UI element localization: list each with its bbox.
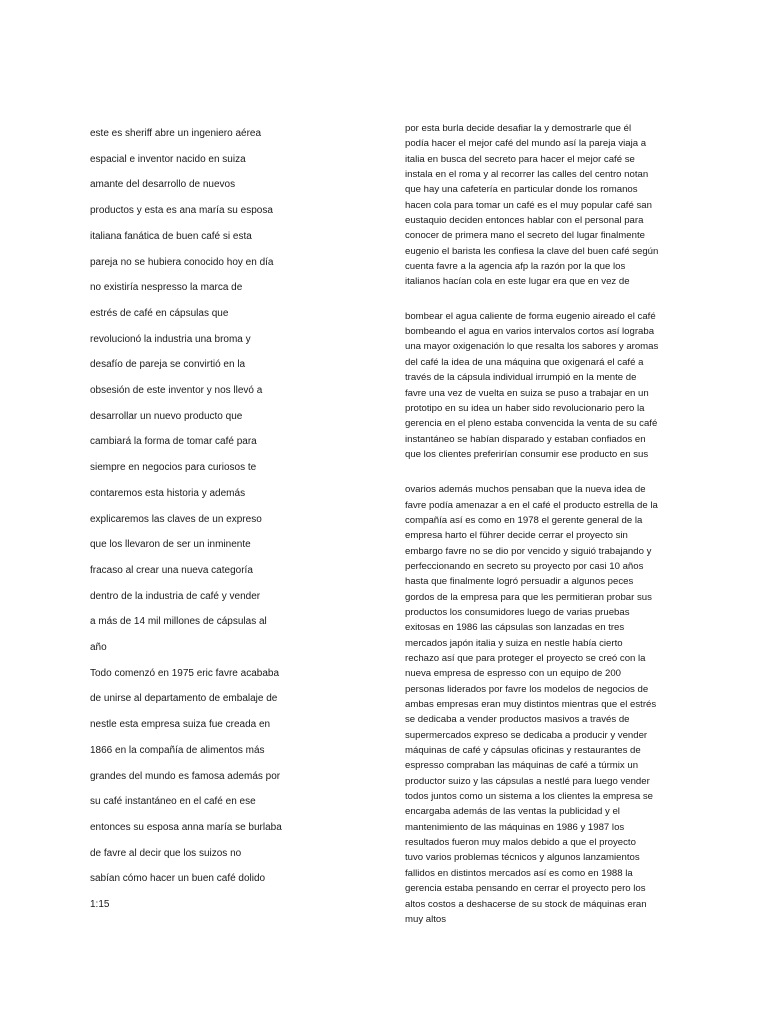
text-line: tuvo varios problemas técnicos y algunos lanzamientos: [405, 852, 640, 864]
text-line: desafío de pareja se convirtió en la: [90, 359, 246, 371]
text-line: gordos de la empresa para que les permitieran probar sus: [405, 591, 652, 603]
text-line: se dedicaba a vender productos masivos a través de: [405, 714, 630, 726]
text-line: altos costos a deshacerse de su stock de máquinas eran: [405, 898, 647, 910]
text-line: siempre en negocios para curiosos te: [90, 462, 257, 474]
paragraph-1: [405, 121, 690, 290]
text-line: a más de 14 mil millones de cápsulas al: [90, 616, 267, 628]
text-line: instala en el roma y al recorrer las calles del centro notan: [405, 169, 649, 181]
text-line: máquinas de café y cápsulas oficinas y restaurantes de: [405, 745, 641, 757]
text-line: una mayor oxigenación lo que resalta los sabores y aromas: [405, 341, 659, 353]
text-line: resultados fueron muy malos debido a que el proyecto: [405, 837, 636, 849]
text-line: muy altos: [405, 913, 447, 925]
text-line: estrés de café en cápsulas que: [90, 307, 229, 319]
text-line: compañía así es como en 1978 el gerente general de la: [405, 514, 643, 526]
text-line: grandes del mundo es famosa además por: [90, 770, 281, 782]
text-line: mantenimiento de las máquinas en 1986 y 1987 los: [405, 821, 625, 833]
text-line: empresa harto el führer decide cerrar el proyecto sin: [405, 530, 628, 542]
text-line: productos los consumidores luego de varias pruebas: [405, 606, 630, 618]
text-line: conocer de primera mano el secreto del lugar finalmente: [405, 230, 645, 242]
text-line: todos juntos como un sistema a los clientes la empresa se: [405, 791, 653, 803]
text-line: amante del desarrollo de nuevos: [90, 179, 236, 191]
text-line: favre una vez de vuelta en suiza se puso a trabajar en un: [405, 387, 649, 399]
text-line: italianos hacían cola en este lugar era que en vez de: [405, 276, 630, 288]
text-line: bombeando el agua en varios intervalos cortos así lograba: [405, 326, 655, 338]
text-line: italiana fanática de buen café si esta: [90, 230, 252, 242]
text-line: nestle esta empresa suiza fue creada en: [90, 719, 271, 731]
text-line: productos y esta es ana maría su esposa: [90, 205, 273, 217]
text-line: espresso compraban las máquinas de café a túrmix un: [405, 760, 639, 772]
text-line: través de la cápsula individual irrumpió en la mente de: [405, 372, 637, 384]
text-line: eugenio el barista les confiesa la clave del buen café según: [405, 245, 659, 257]
text-line: ovarios además muchos pensaban que la nueva idea de: [405, 484, 646, 496]
text-line: perfeccionando en secreto su proyecto por casi 10 años: [405, 560, 644, 572]
text-line: fracaso al crear una nueva categoría: [90, 564, 253, 576]
text-line: hasta que finalmente logró persuadir a algunos peces: [405, 576, 634, 588]
text-line: su café instantáneo en el café en ese: [90, 796, 256, 808]
text-line: gerencia estaba pensando en cerrar el proyecto pero los: [405, 883, 646, 895]
right-column: [405, 121, 690, 927]
text-line: podía hacer el mejor café del mundo así la pareja viaja a: [405, 138, 647, 150]
text-line: instantáneo se habían disparado y estaban confiados en: [405, 433, 646, 445]
text-line: bombear el agua caliente de forma eugenio aireado el café: [405, 310, 656, 322]
text-line: nueva empresa de espresso con un equipo de 200: [405, 668, 622, 680]
text-line: dentro de la industria de café y vender: [90, 590, 261, 602]
text-line: fallidos en distintos mercados así es como en 1988 la: [405, 867, 633, 879]
text-line: por esta burla decide desafiar la y demostrarle que él: [405, 123, 632, 134]
text-line: explicaremos las claves de un expreso: [90, 513, 262, 525]
text-line: desarrollar un nuevo producto que: [90, 410, 243, 422]
text-line: del café la idea de una máquina que oxigenará el café a: [405, 356, 644, 368]
text-line: no existiría nespresso la marca de: [90, 282, 243, 294]
text-line: prototipo en su idea un haber sido revolucionario pero la: [405, 402, 645, 414]
text-line: cuenta favre a la agencia afp la razón por la que los: [405, 261, 626, 273]
text-line: obsesión de este inventor y nos llevó a: [90, 385, 263, 397]
text-line: eustaquio deciden entonces hablar con el personal para: [405, 215, 644, 227]
left-column: [90, 121, 310, 918]
text-line: sabían cómo hacer un buen café dolido: [90, 873, 266, 885]
paragraph-3: [405, 482, 690, 927]
text-line: supermercados expreso se dedicaba a producir y vender: [405, 729, 648, 741]
text-line: pareja no se hubiera conocido hoy en día: [90, 256, 274, 268]
text-line: entonces su esposa anna maría se burlaba: [90, 821, 282, 833]
text-line: gerencia en el pleno estaba convencida la venta de su café: [405, 418, 658, 430]
text-line: espacial e inventor nacido en suiza: [90, 153, 246, 165]
text-line: 1866 en la compañía de alimentos más: [90, 744, 265, 756]
paragraph-2: [405, 309, 690, 462]
text-line: hacen cola para tomar un café es el muy popular café san: [405, 199, 652, 211]
text-line: Todo comenzó en 1975 eric favre acababa: [90, 667, 280, 679]
text-line: personas liderados por favre los modelos de negocios de: [405, 683, 649, 695]
text-line: favre podía amenazar a en el café el producto estrella de la: [405, 499, 658, 511]
text-line: contaremos esta historia y además: [90, 487, 246, 499]
text-line: 1:15: [90, 899, 110, 911]
text-line: año: [90, 642, 107, 654]
text-line: encargaba además de las ventas la publicidad y el: [405, 806, 620, 818]
text-line: cambiará la forma de tomar café para: [90, 436, 257, 448]
text-line: que los llevaron de ser un inminente: [90, 539, 251, 551]
text-line: productor suizo y las cápsulas a nestlé para luego vender: [405, 775, 650, 787]
text-line: italia en busca del secreto para hacer el mejor café se: [405, 153, 635, 165]
text-line: rechazo así que para proteger el proyecto se creó con la: [405, 653, 646, 664]
text-line: mercados japón italia y suiza en nestle había cierto: [405, 637, 623, 649]
text-line: que los clientes preferirían consumir ese producto en sus: [405, 448, 649, 460]
text-line: este es sheriff abre un ingeniero aérea: [90, 128, 262, 139]
text-line: ambas empresas eran muy distintos mientras que el estrés: [405, 699, 657, 711]
text-line: de favre al decir que los suizos no: [90, 847, 242, 859]
text-line: de unirse al departamento de embalaje de: [90, 693, 278, 705]
text-line: que hay una cafetería en particular donde los romanos: [405, 184, 638, 196]
text-line: exitosas en 1986 las cápsulas son lanzadas en tres: [405, 622, 625, 634]
text-line: revolucionó la industria una broma y: [90, 333, 251, 345]
text-line: embargo favre no se dio por vencido y siguió trabajando y: [405, 545, 652, 557]
